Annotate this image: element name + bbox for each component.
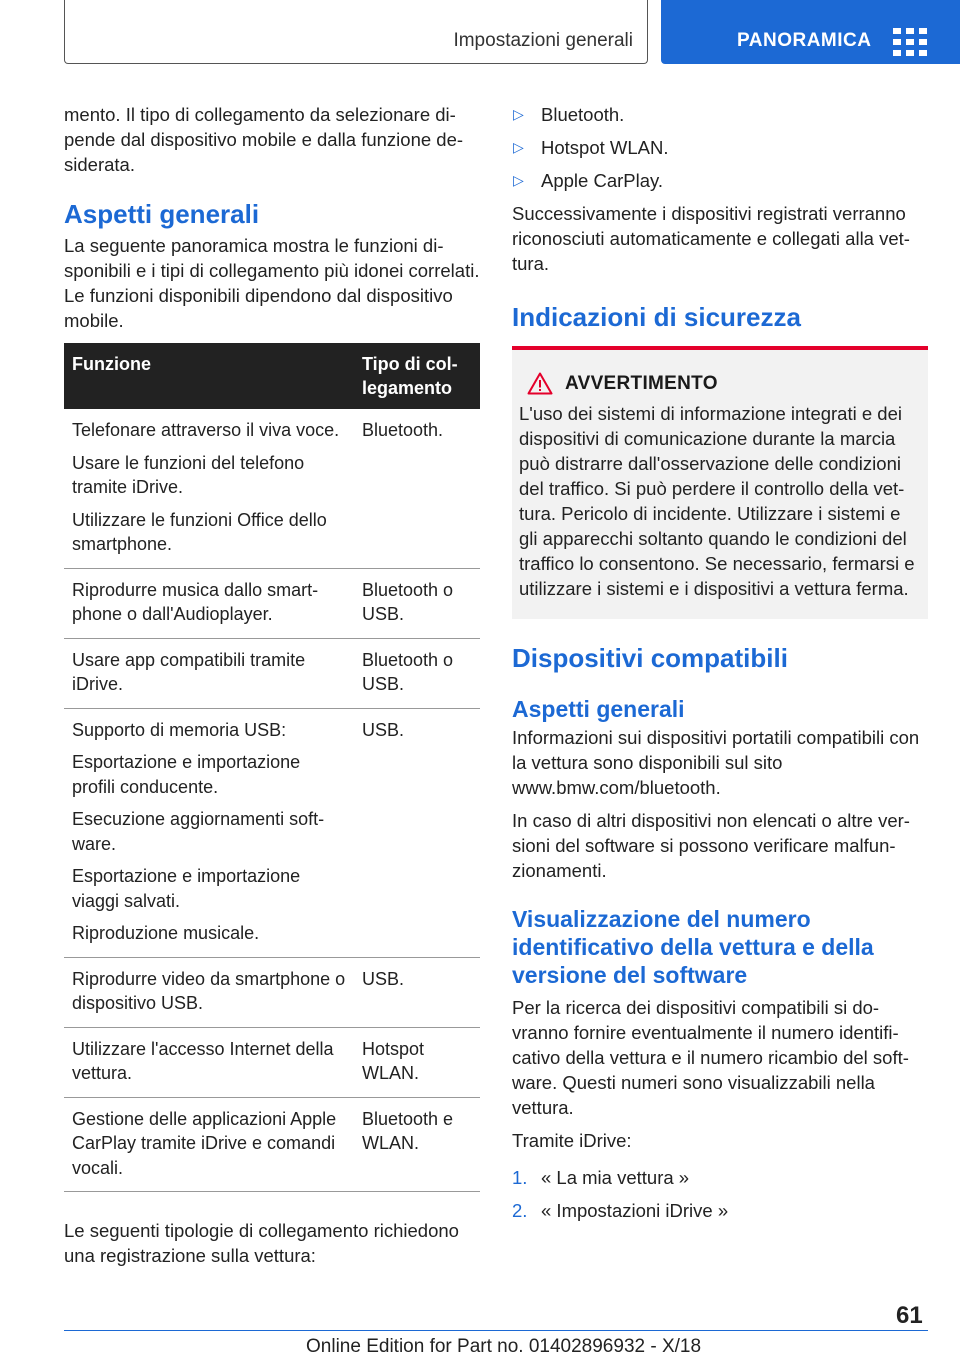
function-line: Riprodurre musica dallo smartphone o dall'Audioplayer. bbox=[72, 579, 319, 624]
step-text: « Impostazioni iDrive » bbox=[541, 1200, 729, 1221]
function-line: Telefonare attraverso il viva voce. bbox=[72, 420, 340, 440]
table-row bbox=[64, 568, 480, 638]
function-line: Riproduzione musicale. bbox=[72, 923, 260, 943]
table-cell-funzione bbox=[64, 1027, 354, 1097]
function-line: Riprodurre video da smartphone o dispositivo USB. bbox=[72, 968, 346, 1013]
grid-icon bbox=[893, 28, 927, 56]
table-row bbox=[64, 708, 480, 957]
table-cell-funzione bbox=[64, 957, 354, 1027]
triangle-bullet-icon: ▷ bbox=[513, 172, 524, 188]
heading-dispositivi: Dispositivi compatibili bbox=[512, 643, 788, 673]
list-item-text: Bluetooth. bbox=[541, 104, 625, 125]
table-row bbox=[64, 409, 480, 568]
list-item-text: Apple CarPlay. bbox=[541, 170, 664, 191]
panorama-label: PANORAMICA bbox=[737, 30, 872, 51]
section-title: Impostazioni generali bbox=[453, 30, 633, 51]
list-item-text: Hotspot WLAN. bbox=[541, 137, 669, 158]
table-cell-tipo: Bluetooth e WLAN. bbox=[354, 1097, 480, 1192]
warning-box bbox=[512, 346, 928, 619]
list-item bbox=[512, 168, 928, 193]
table-cell-tipo: Hotspot WLAN. bbox=[354, 1027, 480, 1097]
idrive-steps-list bbox=[512, 1165, 928, 1223]
list-item bbox=[512, 102, 928, 127]
function-line: Supporto di memoria USB: bbox=[72, 719, 287, 740]
step-item bbox=[512, 1165, 928, 1190]
function-line: Esecuzione aggiornamenti software. bbox=[72, 809, 325, 854]
warning-text: L'uso dei sistemi di informazione integrati e dei dispositivi di comunicazione durante la marcia può distrarre dall'osservazione delle condizioni del traffico. Si può perdere il controllo della vettura. Pericolo di incidente. Utilizzare i sistemi e gli apparecchi soltanto quando le condizioni del traffico lo consentono. Se necessario, fermarsi e utilizzare i sistemi e i dispositivi a vettura ferma. bbox=[519, 403, 915, 599]
idrive-label: Tramite iDrive: bbox=[512, 1130, 632, 1151]
warning-title: AVVERTIMENTO bbox=[565, 372, 718, 394]
table-cell-funzione bbox=[64, 1097, 354, 1192]
subheading-aspetti-generali: Aspetti generali bbox=[512, 696, 685, 722]
table-row bbox=[64, 1027, 480, 1097]
vin-paragraph: Per la ricerca dei dispositivi compatibili si dovranno fornire eventualmente il numero identificativo della vettura e il numero ricambio del software. Questi numeri sono visualizzabili nella vettura. bbox=[512, 997, 909, 1118]
table-cell-tipo: USB. bbox=[354, 957, 480, 1027]
panorama-tab[interactable] bbox=[661, 0, 960, 64]
step-number: 1. bbox=[512, 1167, 528, 1188]
function-line: Esportazione e importazione viaggi salvati. bbox=[72, 866, 301, 911]
table-cell-tipo: Bluetooth o USB. bbox=[354, 638, 480, 708]
table-header-tipo: Tipo di collegamento bbox=[354, 343, 480, 409]
table-header-funzione: Funzione bbox=[64, 343, 354, 409]
table-cell-tipo: Bluetooth. bbox=[354, 409, 480, 568]
footer-divider bbox=[64, 1330, 928, 1331]
heading-sicurezza: Indicazioni di sicurezza bbox=[512, 302, 801, 332]
table-header-row bbox=[64, 343, 480, 409]
function-line: Usare app compatibili tramite iDrive. bbox=[72, 649, 306, 694]
page-number: 61 bbox=[896, 1302, 923, 1329]
heading-aspetti-generali: Aspetti generali bbox=[64, 199, 260, 229]
table-row bbox=[64, 1097, 480, 1192]
table-cell-funzione bbox=[64, 708, 354, 957]
function-line: Esportazione e importazione profili conducente. bbox=[72, 752, 301, 797]
table-cell-tipo: Bluetooth o USB. bbox=[354, 568, 480, 638]
right-column bbox=[512, 102, 928, 1231]
footer-edition: Online Edition for Part no. 01402896932 - X/18 bbox=[306, 1336, 702, 1357]
warning-triangle-icon bbox=[527, 372, 553, 395]
step-text: « La mia vettura » bbox=[541, 1167, 690, 1188]
functions-table bbox=[64, 343, 480, 1192]
list-item bbox=[512, 135, 928, 160]
left-column bbox=[64, 102, 480, 1276]
function-line: Gestione delle applicazioni Apple CarPlay tramite iDrive e comandi vocali. bbox=[72, 1108, 337, 1178]
after-bullets-paragraph: Successivamente i dispositivi registrati verranno riconosciuti automaticamente e collegati alla vettura. bbox=[512, 203, 910, 274]
table-cell-funzione bbox=[64, 409, 354, 568]
function-line: Usare le funzioni del telefono tramite iDrive. bbox=[72, 452, 305, 497]
table-cell-funzione bbox=[64, 568, 354, 638]
other-devices-paragraph: In caso di altri dispositivi non elencati o altre versioni del software si possono verificare malfunzionamenti. bbox=[512, 810, 910, 881]
subheading-visualizzazione: Visualizzazione del numero identificativo della vettura e della versione del software bbox=[512, 906, 874, 988]
connection-types-list bbox=[512, 102, 928, 193]
triangle-bullet-icon: ▷ bbox=[513, 106, 524, 122]
header-section-box bbox=[64, 0, 648, 64]
function-line: Utilizzare l'accesso Internet della vettura. bbox=[72, 1038, 334, 1083]
step-number: 2. bbox=[512, 1200, 528, 1221]
intro-paragraph: mento. Il tipo di collegamento da selezionare dipende dal dispositivo mobile e dalla funzione desiderata. bbox=[64, 104, 464, 175]
table-row bbox=[64, 638, 480, 708]
triangle-bullet-icon: ▷ bbox=[513, 139, 524, 155]
compatibility-paragraph: Informazioni sui dispositivi portatili compatibili con la vettura sono disponibili sul sito www.bmw.com/bluetooth. bbox=[512, 727, 920, 798]
function-line: Utilizzare le funzioni Office dello smartphone. bbox=[72, 509, 327, 554]
table-cell-funzione bbox=[64, 638, 354, 708]
registration-paragraph: Le seguenti tipologie di collegamento richiedono una registrazione sulla vettura: bbox=[64, 1220, 459, 1266]
table-body bbox=[64, 409, 480, 1192]
table-row bbox=[64, 957, 480, 1027]
overview-paragraph: La seguente panoramica mostra le funzioni disponibili e i tipi di collegamento più idonei correlati. Le funzioni disponibili dipendono dal dispositivo mobile. bbox=[64, 235, 480, 331]
table-cell-tipo: USB. bbox=[354, 708, 480, 957]
step-item bbox=[512, 1198, 928, 1223]
